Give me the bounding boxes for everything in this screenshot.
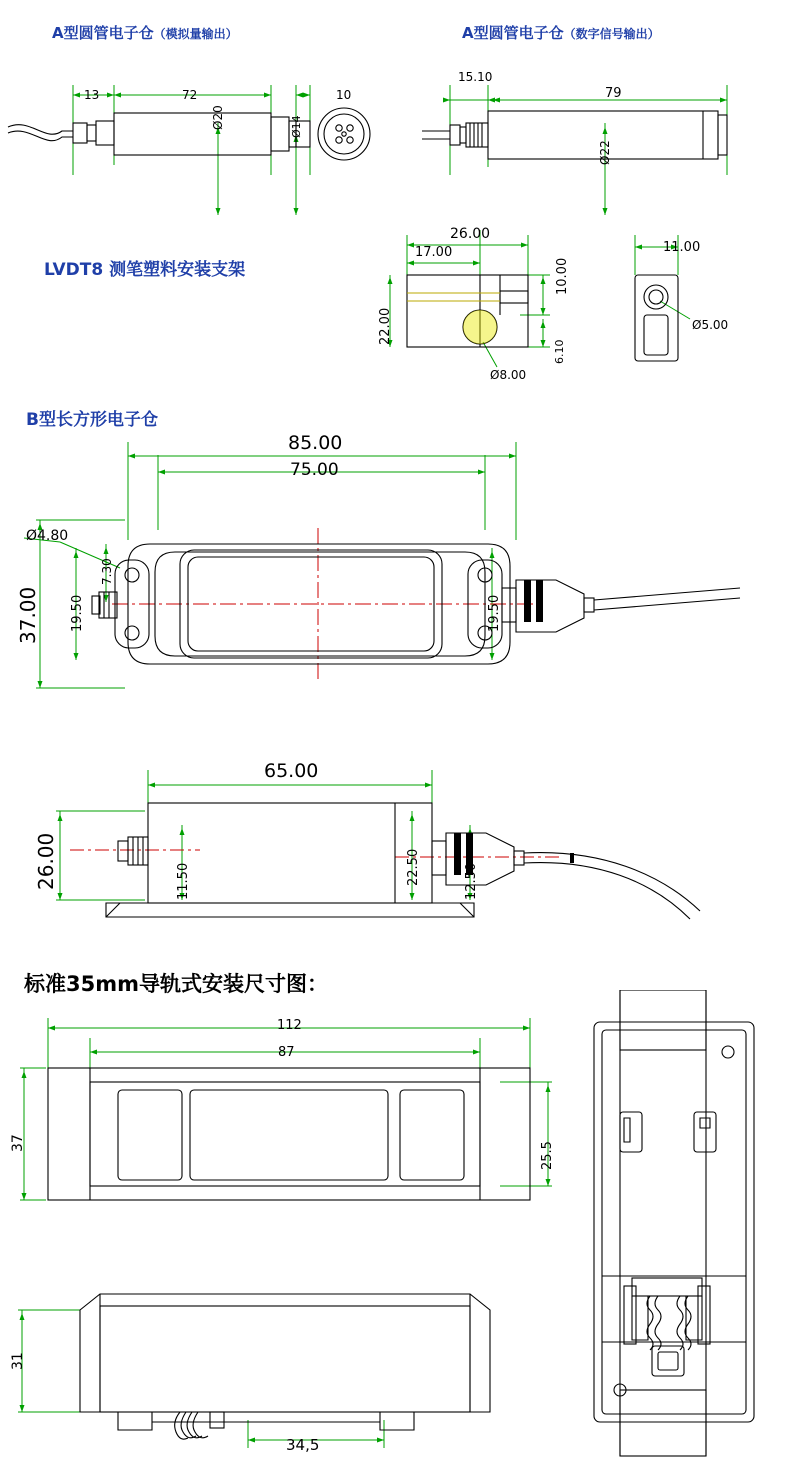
heading-a-digital-main: A型圆管电子仓 [462,24,564,42]
drawing-rail-back [580,990,790,1460]
dim-bracket-d5: Ø5.00 [692,318,729,332]
drawing-b-box-front [0,420,790,720]
heading-rail: 标准35mm导轨式安装尺寸图： [24,972,328,996]
heading-a-analog-sub: （模拟量输出） [153,27,238,41]
dim-a-analog-13: 13 [84,88,100,102]
dim-b-side-22-50: 22.50 [406,848,421,886]
dim-b-front-19-50-left: 19.50 [70,594,85,632]
dim-a-analog-d14: Ø14 [290,115,303,138]
dim-bracket-11: 11.00 [663,240,701,255]
dim-bracket-26: 26.00 [450,226,491,242]
heading-bracket: LVDT8 测笔塑料安装支架 [44,260,246,280]
dim-b-front-19-50-right: 19.50 [487,594,502,632]
heading-a-analog-main: A型圆管电子仓 [52,24,154,42]
dim-b-side-26: 26.00 [34,832,58,890]
dim-a-digital-79: 79 [605,86,622,101]
dim-rail-front-112: 112 [277,1018,302,1033]
dim-rail-front-87: 87 [278,1045,295,1060]
dim-a-analog-10: 10 [336,88,352,102]
dim-bracket-d8: Ø8.00 [490,368,527,382]
dim-a-analog-d20: Ø20 [211,105,225,130]
dim-rail-front-25-5: 25.5 [540,1141,555,1170]
drawing-a-analog [0,55,400,225]
drawing-rail-side [0,1270,580,1460]
dim-rail-side-31: 31 [10,1352,26,1370]
dim-bracket-17: 17.00 [415,245,453,260]
drawing-b-box-side [0,745,790,955]
dim-a-digital-15-10: 15.10 [458,70,493,84]
dim-b-front-75: 75.00 [290,460,339,480]
heading-b-box: B型长方形电子仓 [26,410,158,430]
drawing-rail-front [0,1000,580,1240]
dim-b-front-85: 85.00 [288,432,343,454]
dim-rail-side-34-5: 34,5 [286,1436,320,1454]
dim-a-digital-d22: Ø22 [598,140,612,165]
dim-bracket-6-10: 6.10 [553,339,566,364]
heading-a-digital-sub: （数字信号输出） [563,27,660,41]
dim-b-front-7-30: 7.30 [100,558,114,585]
dim-b-front-d4-80: Ø4.80 [26,528,69,544]
heading-a-digital [462,22,660,43]
dim-b-side-65: 65.00 [264,760,319,782]
heading-a-analog [52,22,238,43]
dim-b-side-12-50: 12.50 [464,862,479,900]
dim-bracket-10: 10.00 [555,257,570,295]
dim-a-analog-72: 72 [182,88,198,102]
dim-rail-front-37: 37 [10,1134,26,1152]
dim-b-side-11-50: 11.50 [176,862,191,900]
dim-bracket-22: 22.00 [378,307,393,345]
dim-b-front-37: 37.00 [16,586,40,644]
